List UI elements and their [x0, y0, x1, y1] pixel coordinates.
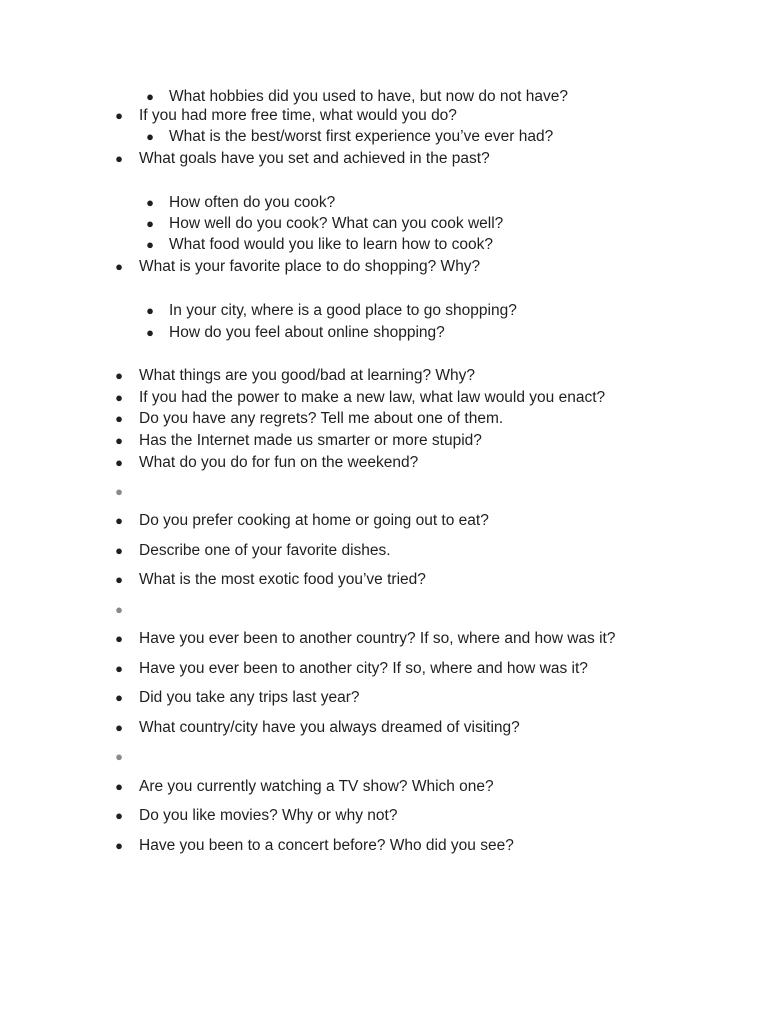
list-item-text: What is your favorite place to do shopping? Why?: [139, 258, 481, 275]
bullet-icon: ●: [115, 631, 123, 646]
bullet-icon: ●: [115, 108, 123, 123]
list-item-text: Have you been to a concert before? Who did you see?: [139, 837, 514, 854]
list-item-text: In your city, where is a good place to go shopping?: [169, 302, 517, 319]
list-item-text: If you had more free time, what would you do?: [139, 107, 457, 124]
list-item-text: What do you do for fun on the weekend?: [139, 454, 419, 471]
list-item-text: Do you have any regrets? Tell me about one of them.: [139, 410, 504, 427]
list-item-text: Has the Internet made us smarter or more stupid?: [139, 432, 482, 449]
bullet-icon: ●: [115, 572, 123, 587]
bullet-icon: ●: [146, 303, 154, 318]
bullet-icon: ●: [115, 749, 123, 764]
bullet-icon: ●: [115, 433, 123, 448]
list-item-text: Have you ever been to another country? If so, where and how was it?: [139, 630, 616, 647]
bullet-icon: ●: [115, 838, 123, 853]
list-item-text: Are you currently watching a TV show? Which one?: [139, 778, 494, 795]
list-item-text: Describe one of your favorite dishes.: [139, 542, 391, 559]
bullet-icon: ●: [115, 455, 123, 470]
list-item-text: What food would you like to learn how to cook?: [169, 236, 493, 253]
bullet-icon: ●: [115, 543, 123, 558]
bullet-icon: ●: [115, 368, 123, 383]
list-item-text: Do you prefer cooking at home or going out to eat?: [139, 512, 489, 529]
list-item-text: How do you feel about online shopping?: [169, 324, 445, 341]
list-item-text: What is the most exotic food you’ve tried?: [139, 571, 426, 588]
list-item-text: Have you ever been to another city? If so, where and how was it?: [139, 660, 588, 677]
bullet-icon: ●: [115, 390, 123, 405]
bullet-icon: ●: [115, 779, 123, 794]
bullet-icon: ●: [115, 484, 123, 499]
list-item-text: Do you like movies? Why or why not?: [139, 807, 398, 824]
bullet-icon: ●: [146, 89, 154, 104]
list-item-text: What is the best/worst first experience you’ve ever had?: [169, 128, 554, 145]
bullet-icon: ●: [146, 195, 154, 210]
bullet-icon: ●: [115, 259, 123, 274]
bullet-icon: ●: [115, 808, 123, 823]
list-item-text: What hobbies did you used to have, but now do not have?: [169, 88, 568, 105]
bullet-icon: ●: [115, 661, 123, 676]
list-item-text: How often do you cook?: [169, 194, 336, 211]
bullet-icon: ●: [115, 602, 123, 617]
list-item-text: What things are you good/bad at learning? Why?: [139, 367, 476, 384]
bullet-icon: ●: [115, 151, 123, 166]
list-item-text: How well do you cook? What can you cook well?: [169, 215, 504, 232]
bullet-icon: ●: [146, 129, 154, 144]
bullet-icon: ●: [115, 690, 123, 705]
bullet-icon: ●: [115, 411, 123, 426]
list-item-text: Did you take any trips last year?: [139, 689, 360, 706]
bullet-icon: ●: [146, 216, 154, 231]
bullet-icon: ●: [146, 237, 154, 252]
list-item-text: What goals have you set and achieved in the past?: [139, 150, 490, 167]
list-item-text: What country/city have you always dreamed of visiting?: [139, 719, 520, 736]
list-item-text: If you had the power to make a new law, what law would you enact?: [139, 389, 606, 406]
bullet-icon: ●: [115, 513, 123, 528]
bullet-icon: ●: [146, 325, 154, 340]
bullet-icon: ●: [115, 720, 123, 735]
